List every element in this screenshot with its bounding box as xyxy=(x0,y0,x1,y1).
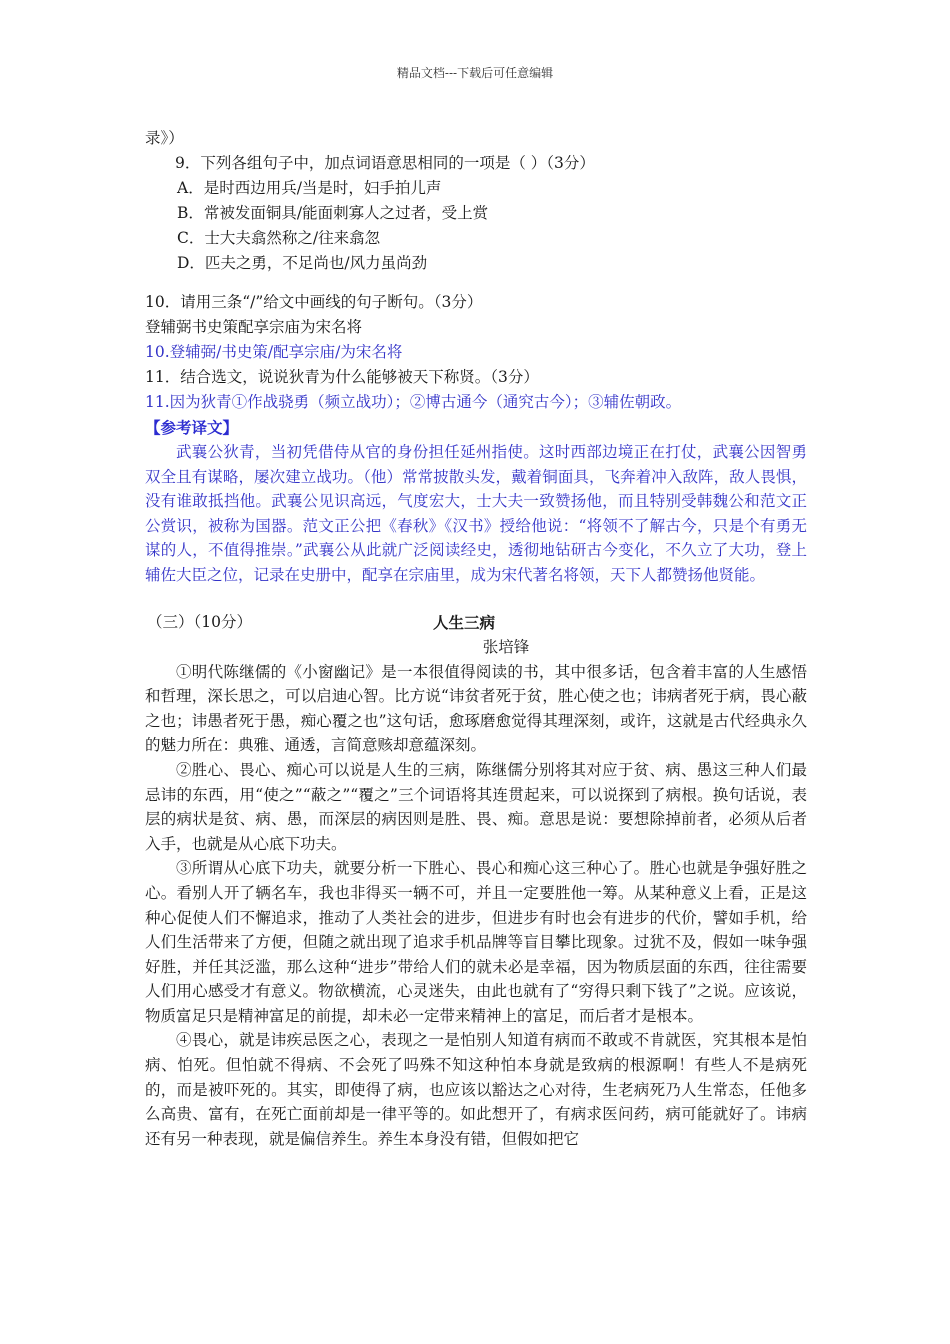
article-author: 张培锋 xyxy=(482,637,530,656)
answer-10: 10.登辅弼/书史策/配享宗庙/为宋名将 xyxy=(145,343,403,361)
article-title: 人生三病 xyxy=(433,612,496,632)
question-10-text: 登辅弼书史策配享宗庙为宋名将 xyxy=(145,318,363,336)
article-paragraph-3: ③所谓从心底下功夫，就要分析一下胜心、畏心和痴心这三种心了。胜心也就是争强好胜之心。看别人开了辆名车，我也非得买一辆不可，并且一定要胜他一筹。从某种意义上看，正是这种心促使人们不懈追求，推动了人类社会的进步，但进步有时也会有进步的代价，譬如手机，给人们生活带来了方便，但随之就出现了追求手机品牌等盲目攀比现象。过犹不及，假如一味争强好胜，并任其泛滥，那么这种“进步”带给人们的就未必是幸福，因为物质层面的东西，往往需要人们用心感受才有意义。物欲横流，心灵迷失，由此也就有了“穷得只剩下钱了”之说。应该说，物质富足只是精神富足的前提，却未必一定带来精神上的富足，而后者才是根本。 xyxy=(145,859,807,1025)
option-d: D．匹夫之勇，不足尚也/风力虽尚劲 xyxy=(177,254,428,272)
reference-translation: 武襄公狄青，当初凭借侍从官的身份担任延州指使。这时西部边境正在打仗，武襄公因智勇双全且有谋略，屡次建立战功。（他）常常披散头发，戴着铜面具，飞奔着冲入敌阵，敌人畏惧，没有谁敢抵挡他。武襄公见识高远，气度宏大，士大夫一致赞扬他，而且特别受韩魏公和范文正公赏识，被称为国器。范文正公把《春秋》《汉书》授给他说：“将领不了解古今，只是个有勇无谋的人，不值得推崇。”武襄公从此就广泛阅读经史，透彻地钻研古今变化，不久立了大功，登上辅佐大臣之位，记录在史册中，配享在宗庙里，成为宋代著名将领，天下人都赞扬他贤能。 xyxy=(145,443,807,584)
page-content xyxy=(145,126,807,1151)
article-paragraph-4: ④畏心，就是讳疾忌医之心，表现之一是怕别人知道有病而不敢或不肯就医，究其根本是怕病、怕死。但怕就不得病、不会死了吗殊不知这种怕本身就是致病的根源啊！有些人不是病死的，而是被吓死的。其实，即使得了病，也应该以豁达之心对待，生老病死乃人生常态，任他多么高贵、富有，在死亡面前却是一律平等的。如此想开了，有病求医问药，病可能就好了。讳病还有另一种表现，就是偏信养生。养生本身没有错，但假如把它 xyxy=(145,1031,807,1148)
article-paragraph-2: ②胜心、畏心、痴心可以说是人生的三病，陈继儒分别将其对应于贫、病、愚这三种人们最忌讳的东西，用“使之”“蔽之”“覆之”三个词语将其连贯起来，可以说探到了病根。换句话说，表层的病状是贫、病、愚，而深层的病因则是胜、畏、痴。意思是说：要想除掉前者，必须从后者入手，也就是从心底下功夫。 xyxy=(145,760,807,853)
option-a: A．是时西边用兵/当是时，妇手拍儿声 xyxy=(177,179,442,197)
question-10: 10．请用三条“/”给文中画线的句子断句。（3分） xyxy=(145,293,483,311)
option-c: C．士大夫翕然称之/往来翕忽 xyxy=(177,229,381,247)
answer-11: 11.因为狄青①作战骁勇（频立战功）；②博古通今（通究古今）；③辅佐朝政。 xyxy=(145,393,682,411)
option-b: B．常被发面铜具/能面刺寡人之过者，受上赏 xyxy=(177,204,489,222)
section-3-label: （三）（10分） xyxy=(147,612,252,631)
question-9: 9．下列各组句子中，加点词语意思相同的一项是（ ）（3分） xyxy=(175,154,595,172)
spacer xyxy=(145,588,807,610)
question-11: 11．结合选文，说说狄青为什么能够被天下称贤。（3分） xyxy=(145,368,539,386)
article-paragraph-1: ①明代陈继儒的《小窗幽记》是一本很值得阅读的书，其中很多话，包含着丰富的人生感悟和哲理，深长思之，可以启迪心智。比方说“讳贫者死于贫，胜心使之也；讳病者死于病，畏心蔽之也；讳愚者死于愚，痴心覆之也”这句话，愈琢磨愈觉得其理深刻，或许，这就是古代经典永久的魅力所在：典雅、通透，言简意赅却意蕴深刻。 xyxy=(145,662,807,755)
section-3-heading xyxy=(145,610,807,635)
page-header: 精品文档---下载后可任意编辑 xyxy=(396,66,554,80)
reference-translation-title: 【参考译文】 xyxy=(145,418,239,437)
continuation-line: 录》） xyxy=(145,129,184,147)
spacer xyxy=(145,276,807,290)
